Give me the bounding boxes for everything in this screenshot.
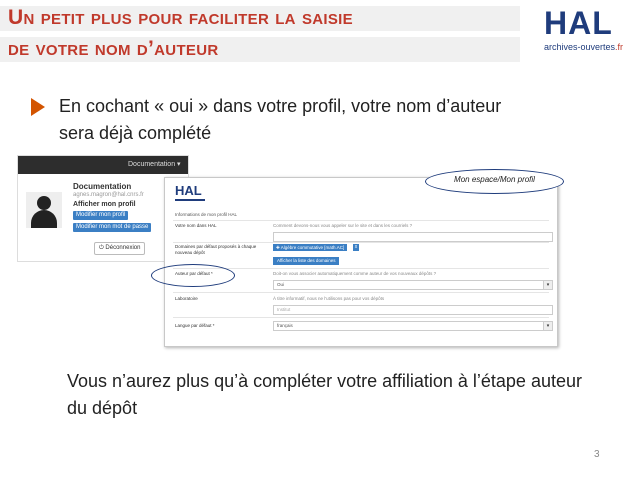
hal-logo-subtitle xyxy=(544,42,634,52)
domains-label: Domaines par défaut proposés à chaque nouveau dépôt xyxy=(175,244,257,255)
slide-title-line-1: Un petit plus pour faciliter la saisie xyxy=(8,6,353,29)
page-number: 3 xyxy=(594,449,600,460)
language-value: français xyxy=(277,323,293,328)
author-name-input[interactable] xyxy=(273,232,553,242)
default-author-value: Oui xyxy=(277,282,285,287)
bullet-text: En cochant « oui » dans votre profil, votre nom d’auteur sera déjà complété xyxy=(59,96,502,143)
slide-title-line-2: de votre nom d’auteur xyxy=(8,37,219,60)
edit-password-button[interactable]: Modifier mon mot de passe xyxy=(73,223,151,232)
logout-button[interactable]: ⏻ Déconnexion xyxy=(94,242,145,255)
profile-path-callout xyxy=(425,169,564,194)
bottom-text: Vous n’aurez plus qu’à compléter votre affiliation à l’étape auteur du dépôt xyxy=(67,371,582,418)
chevron-down-icon: ▾ xyxy=(543,322,552,330)
domain-chip-remove-button[interactable]: x xyxy=(354,244,358,250)
profile-path-text: Mon espace/Mon profil xyxy=(454,175,535,184)
avatar-body xyxy=(31,210,57,228)
hal-logo xyxy=(544,6,634,56)
form-divider xyxy=(173,292,549,293)
avatar xyxy=(26,192,62,228)
lab-label: Laboratoire xyxy=(175,296,198,301)
lab-hint: À titre informatif, nous ne l'utilisons pas pour vos dépôts xyxy=(273,296,385,301)
profile-email: agnes.magron@hal.cnrs.fr xyxy=(73,192,144,198)
avatar-head xyxy=(37,196,51,210)
hal-logo-sub-accent: .fr xyxy=(615,42,624,52)
profile-name: Documentation xyxy=(73,182,132,191)
domain-chip[interactable]: ✚ Algèbre commutative [math.AC] xyxy=(273,244,347,251)
edit-profile-button[interactable]: Modifier mon profil xyxy=(73,211,128,220)
user-menu-label[interactable]: Documentation ▾ xyxy=(128,161,181,168)
form-info-heading: Informations de mon profil HAL xyxy=(175,212,238,217)
profile-form-screenshot xyxy=(164,177,558,347)
slide-title-band xyxy=(0,0,638,68)
logout-button-label: Déconnexion xyxy=(105,245,141,251)
domain-chip-label: Algèbre commutative [math.AC] xyxy=(280,245,345,250)
author-name-hint: Comment devons-nous vous appeler sur le site et dans les courriels ? xyxy=(273,223,413,228)
default-author-label: Auteur par défaut * xyxy=(175,271,213,276)
form-divider xyxy=(173,242,549,243)
form-divider xyxy=(173,317,549,318)
default-author-highlight xyxy=(151,264,235,287)
author-name-label: Votre nom dans HAL xyxy=(175,223,217,228)
hal-logo-sub-main: archives-ouvertes xyxy=(544,42,616,52)
language-label: Langue par défaut * xyxy=(175,323,215,328)
chevron-down-icon: ▾ xyxy=(543,281,552,289)
form-hal-logo-bar xyxy=(175,199,205,201)
language-select[interactable] xyxy=(273,321,553,331)
default-author-hint: Doit-on vous associer automatiquement comme auteur de vos nouveaux dépôts ? xyxy=(273,271,437,276)
form-divider xyxy=(173,220,549,221)
profile-menu-topbar xyxy=(18,156,188,174)
lab-input[interactable] xyxy=(273,305,553,315)
bullet-arrow-icon xyxy=(31,98,45,116)
show-profile-link[interactable]: Afficher mon profil xyxy=(73,201,136,208)
show-domains-button[interactable]: Afficher la liste des domaines xyxy=(273,257,339,265)
default-author-select[interactable] xyxy=(273,280,553,290)
lab-placeholder: Institut xyxy=(277,307,291,312)
hal-logo-letters: HAL xyxy=(544,5,613,41)
form-hal-logo: HAL xyxy=(175,183,202,198)
